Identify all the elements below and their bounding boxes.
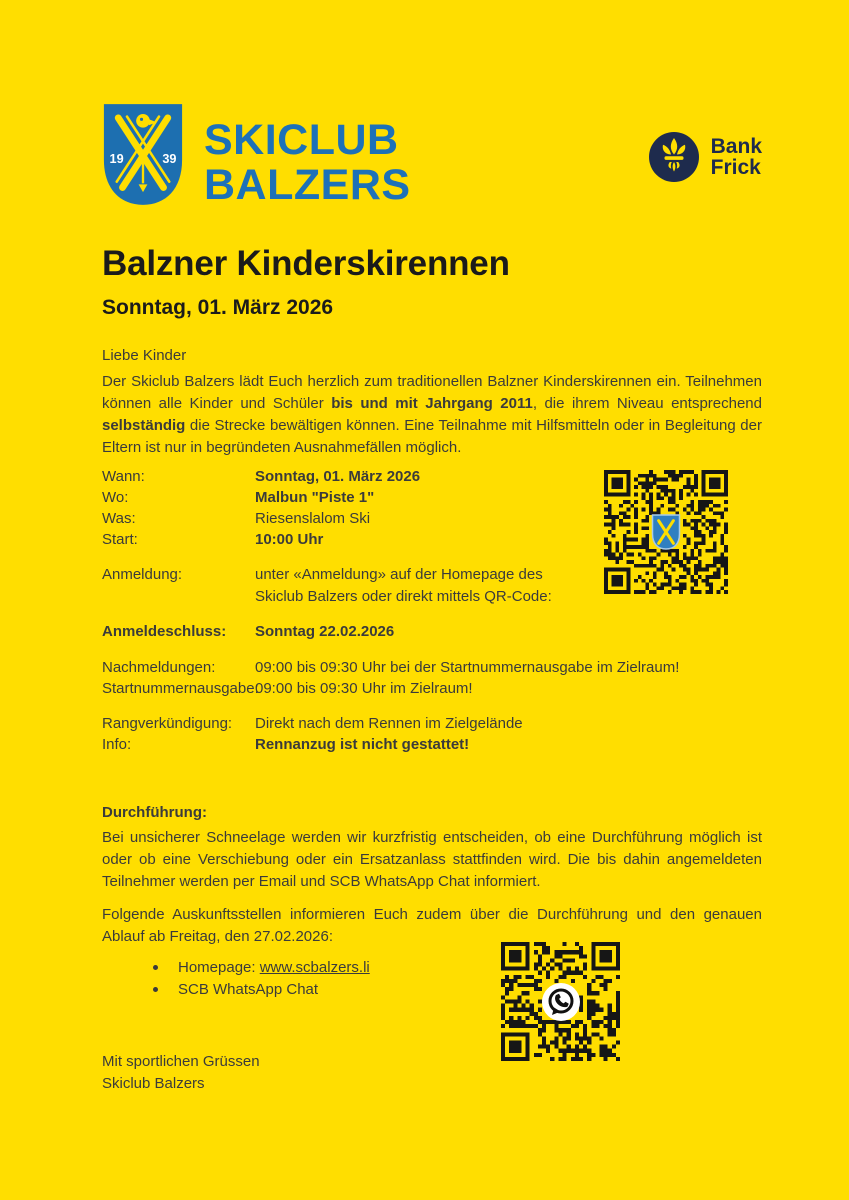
detail-label: Start: (102, 531, 138, 548)
closing-block (102, 1051, 762, 1095)
intro-bold-selbstaendig: selbständig (102, 417, 186, 434)
bullet-icon (153, 987, 158, 992)
detail-value: Direkt nach dem Rennen im Zielgelände (255, 715, 523, 732)
qr-code-whatsapp (501, 942, 620, 1061)
anmeldeschluss-row (102, 621, 762, 642)
detail-value: 09:00 bis 09:30 Uhr bei der Startnummernausgabe im Zielraum! (255, 659, 680, 676)
skiclub-balzers-logo (100, 100, 411, 210)
shield-year-right: 39 (162, 151, 177, 166)
intro-part3: die Strecke bewältigen können. Eine Teilnahme mit Hilfsmitteln oder in Begleitung der Eltern ist nur in begründeten Ausnahmefällen möglich. (102, 417, 762, 456)
homepage-prefix: Homepage: (178, 959, 260, 976)
detail-value: Sonntag, 01. März 2026 (255, 468, 421, 485)
detail-label: Wo: (102, 489, 129, 506)
detail-label: Nachmeldungen: (102, 659, 216, 676)
homepage-link[interactable]: www.scbalzers.li (259, 959, 370, 976)
auskunft-list (102, 957, 762, 1001)
detail-label: Rangverkündigung: (102, 715, 233, 732)
qr-code-anmeldung (604, 470, 728, 594)
detail-label: Anmeldung: (102, 566, 183, 583)
closing-line1: Mit sportlichen Grüssen (102, 1053, 260, 1070)
sponsor-line1: Bank (710, 135, 762, 158)
wordmark-line1: SKICLUB (204, 116, 399, 164)
detail-value: 10:00 Uhr (255, 531, 324, 548)
list-item-homepage (102, 957, 762, 979)
detail-label: Anmeldeschluss: (102, 623, 227, 640)
whatsapp-item-text: SCB WhatsApp Chat (178, 981, 319, 998)
detail-value: Sonntag 22.02.2026 (255, 623, 395, 640)
skiclub-wordmark (204, 100, 411, 210)
startnummernausgabe-row (102, 678, 762, 699)
info-row (102, 734, 762, 755)
durchfuehrung-paragraph: Bei unsicherer Schneelage werden wir kurzfristig entscheiden, ob eine Durchführung möglich ist oder ob eine Verschiebung oder ein Ersatzanlass stattfinden wird. Die bis dahin angemeldeten Teilnehmer werden per Email und SCB WhatsApp Chat informiert. (102, 829, 762, 890)
bank-frick-wordmark (711, 136, 762, 178)
homepage-item-text (178, 957, 370, 979)
rangverkuendigung-row (102, 713, 762, 734)
intro-bold-jahrgang: bis und mit Jahrgang 2011 (331, 395, 533, 412)
detail-label: Wann: (102, 468, 145, 485)
wordmark-line2: BALZERS (204, 161, 411, 209)
nachmeldungen-block (102, 657, 762, 699)
detail-label: Was: (102, 510, 136, 527)
rang-info-block (102, 713, 762, 755)
whatsapp-icon (501, 942, 620, 1061)
intro-part2: , die ihrem Niveau entsprechend (532, 395, 762, 412)
list-item-whatsapp (102, 979, 762, 1001)
anmeldung-line1: unter «Anmeldung» auf der Homepage des (255, 566, 543, 583)
detail-label: Info: (102, 736, 132, 753)
auskunft-paragraph: Folgende Auskunftsstellen informieren Euch zudem über die Durchführung und den genauen Ablauf ab Freitag, den 27.02.2026: (102, 906, 762, 945)
page-title: Balzner Kinderskirennen (102, 244, 510, 283)
sponsor-line2: Frick (710, 156, 761, 179)
event-date-subtitle: Sonntag, 01. März 2026 (102, 296, 334, 319)
bank-frick-logo (649, 132, 762, 182)
detail-value: Rennanzug ist nicht gestattet! (255, 736, 470, 753)
durchfuehrung-heading: Durchführung: (102, 804, 207, 821)
intro-paragraph (102, 371, 762, 459)
fleur-de-lis-icon (649, 132, 699, 182)
skiclub-shield-icon (100, 100, 186, 210)
detail-value: Riesenslalom Ski (255, 510, 371, 527)
closing-line2: Skiclub Balzers (102, 1075, 205, 1092)
anmeldeschluss-block (102, 621, 762, 642)
greeting-text: Liebe Kinder (102, 347, 187, 364)
intro-part1: Der Skiclub Balzers lädt Euch herzlich zum traditionellen Balzner Kinderskirennen ein. Teilnehmen können alle Kinder und Schüler (102, 373, 762, 412)
skiclub-shield-qr-icon (604, 470, 728, 594)
header (100, 100, 762, 210)
bullet-icon (153, 965, 158, 970)
detail-value: 09:00 bis 09:30 Uhr im Zielraum! (255, 680, 473, 697)
anmeldung-line2: Skiclub Balzers oder direkt mittels QR-Code: (255, 588, 552, 605)
shield-year-left: 19 (109, 151, 124, 166)
detail-label: Startnummernausgabe: (102, 680, 259, 697)
detail-value: Malbun "Piste 1" (255, 489, 375, 506)
eagle-eye (140, 118, 143, 121)
nachmeldungen-row (102, 657, 762, 678)
